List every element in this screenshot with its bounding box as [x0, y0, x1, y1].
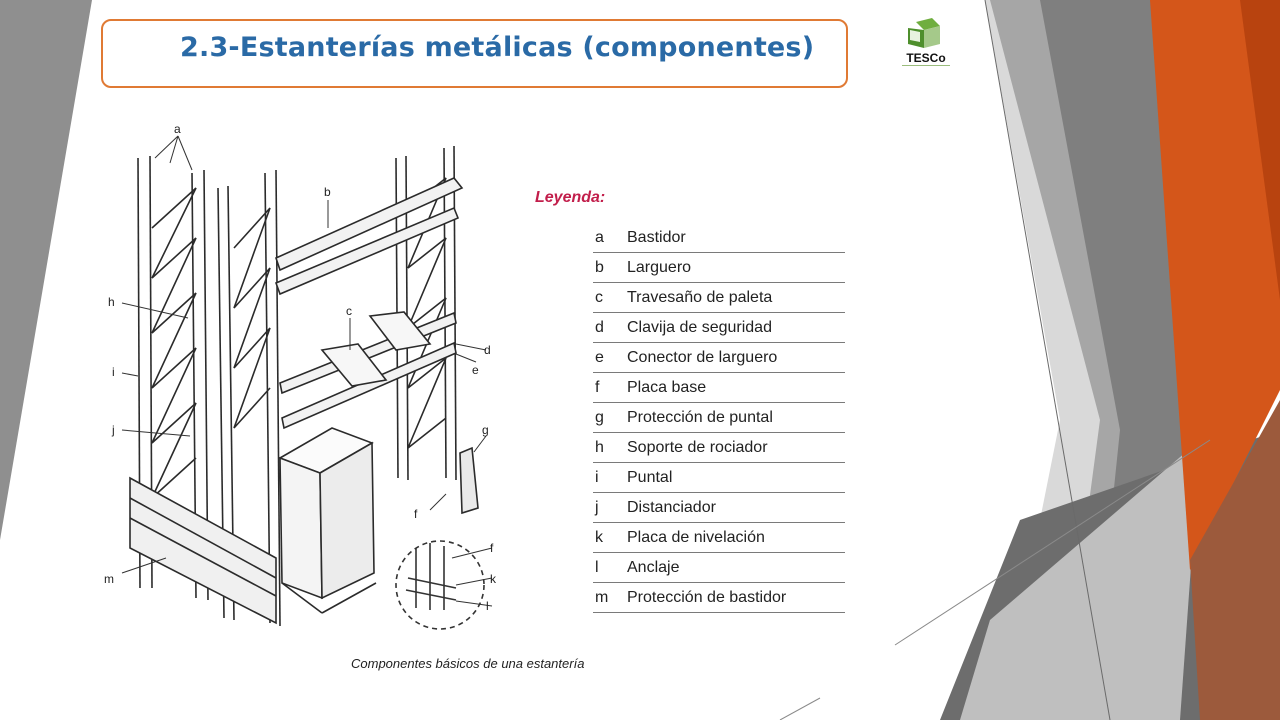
upright-protector: [460, 448, 478, 513]
slide-title: 2.3-Estanterías metálicas (componentes): [180, 32, 815, 63]
beams: [276, 178, 462, 428]
legend-row: [593, 344, 845, 373]
title-box: [101, 19, 848, 88]
label-d: d: [484, 343, 491, 357]
legend-label: Puntal: [627, 469, 673, 486]
label-b: b: [324, 185, 331, 199]
legend-label: Soporte de rociador: [627, 439, 768, 456]
label-j: j: [112, 423, 115, 437]
legend-label: Bastidor: [627, 229, 686, 246]
legend-row: [593, 314, 845, 343]
label-f: f: [414, 507, 418, 521]
legend-table: [593, 224, 845, 614]
legend-key: j: [595, 499, 599, 516]
legend-row: [593, 254, 845, 283]
legend-key: a: [595, 229, 604, 246]
label-e: e: [472, 363, 479, 377]
label-h: h: [108, 295, 115, 309]
figure-caption: Componentes básicos de una estantería: [351, 656, 585, 671]
legend-row: [593, 374, 845, 403]
legend-label: Larguero: [627, 259, 692, 276]
left-gray-band: [0, 0, 92, 540]
decor-line-3: [780, 698, 820, 720]
legend-row: [593, 404, 845, 433]
label-l: l: [486, 599, 489, 613]
label-m: m: [104, 572, 114, 586]
detail-circle: [396, 541, 484, 629]
legend-key: k: [595, 529, 603, 546]
legend-label: Travesaño de paleta: [627, 289, 773, 306]
legend-label: Placa base: [627, 379, 707, 396]
legend-key: l: [595, 559, 599, 576]
pallet-box: [280, 428, 376, 613]
legend-row: [593, 284, 845, 313]
legend-label: Anclaje: [627, 559, 680, 576]
legend-key: c: [595, 289, 603, 306]
legend-key: m: [595, 589, 609, 606]
legend-label: Distanciador: [627, 499, 716, 516]
legend-row: [593, 554, 845, 583]
rack-diagram: [100, 118, 520, 648]
logo-underline: [902, 65, 950, 66]
legend-row: [593, 584, 845, 613]
label-f-detail: f: [490, 541, 494, 555]
legend-label: Clavija de seguridad: [627, 319, 772, 336]
legend-row: [593, 224, 845, 253]
legend-key: b: [595, 259, 604, 276]
legend-label: Protección de bastidor: [627, 589, 787, 606]
legend-key: i: [595, 469, 599, 486]
legend-key: d: [595, 319, 604, 336]
tesco-cube-icon: [898, 18, 954, 52]
label-c: c: [346, 304, 352, 318]
legend-title: Leyenda:: [535, 189, 606, 206]
legend-label: Conector de larguero: [627, 349, 778, 366]
legend-row: [593, 464, 845, 493]
legend-label: Protección de puntal: [627, 409, 773, 426]
legend-key: e: [595, 349, 604, 366]
legend-row: [593, 434, 845, 463]
legend-row: [593, 494, 845, 523]
legend-row: [593, 524, 845, 553]
frame-protection: [130, 478, 276, 623]
tesco-logo: [898, 18, 954, 70]
label-k: k: [490, 572, 496, 586]
legend-label: Placa de nivelación: [627, 529, 765, 546]
label-g: g: [482, 423, 489, 437]
legend-key: h: [595, 439, 604, 456]
legend-key: f: [595, 379, 600, 396]
label-i: i: [112, 365, 115, 379]
label-a: a: [174, 122, 181, 136]
logo-text: TESCo: [906, 51, 946, 65]
legend-key: g: [595, 409, 604, 426]
